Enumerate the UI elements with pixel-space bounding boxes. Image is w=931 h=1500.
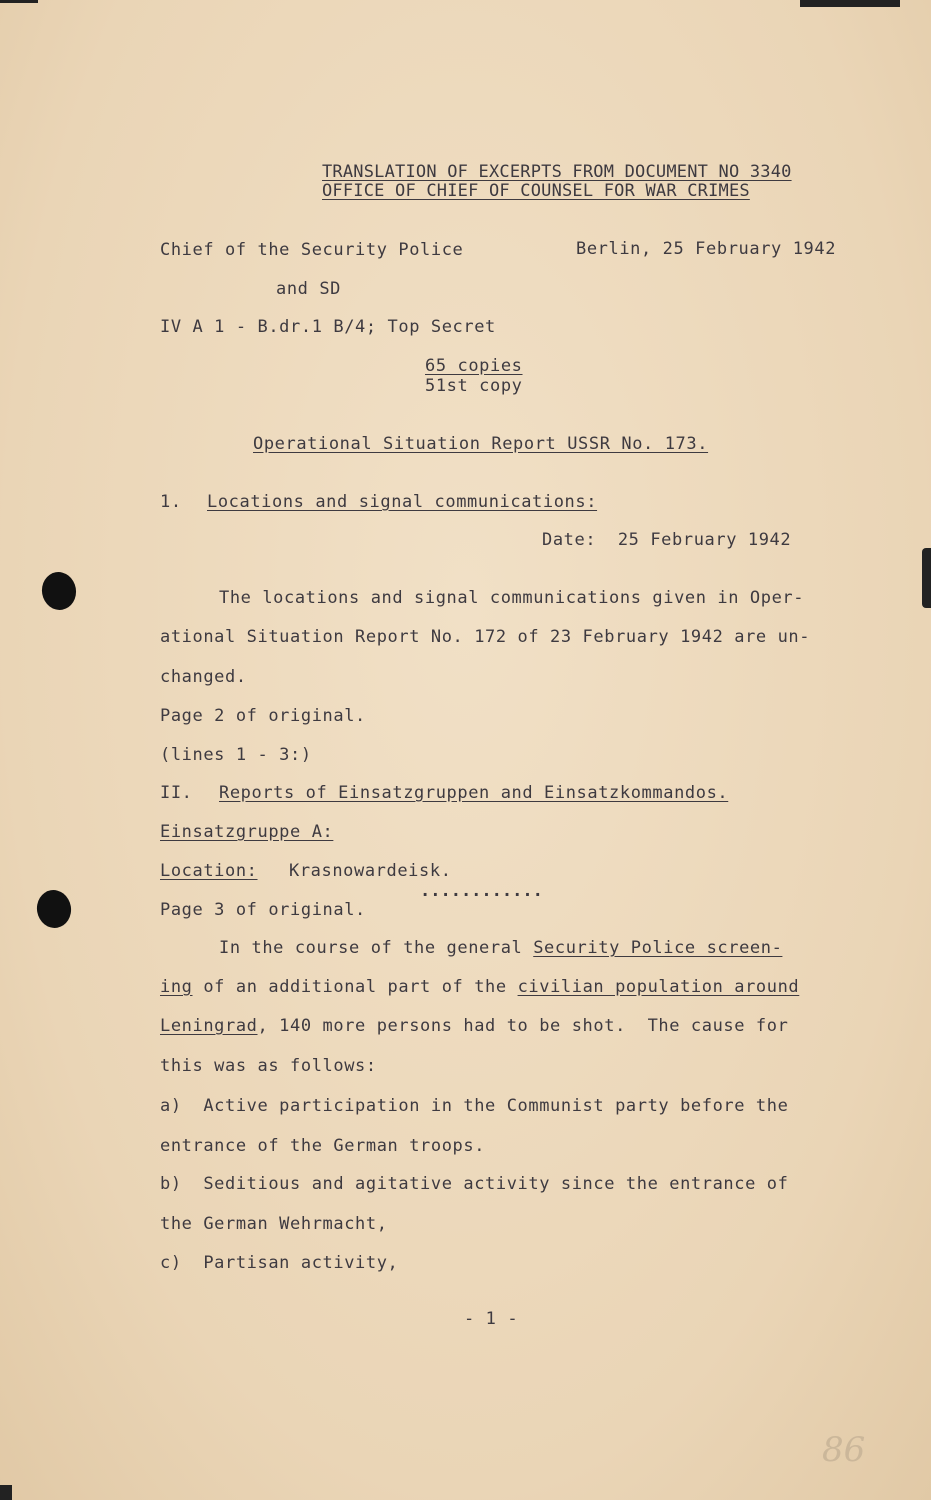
paragraph-line-1: [219, 937, 782, 959]
handwritten-number: 86: [822, 1430, 866, 1470]
section-1-para-line-3: changed.: [160, 667, 247, 687]
reference-line: IV A 1 - B.dr.1 B/4; Top Secret: [160, 317, 496, 337]
paragraph-line-4: this was as follows:: [160, 1056, 377, 1076]
section-1-date: Date: 25 February 1942: [542, 530, 792, 550]
sender-line-1: Chief of the Security Police: [160, 240, 464, 260]
location-value: Krasnowardeisk.: [289, 861, 452, 881]
bottom-left-edge-mark: [0, 1485, 12, 1500]
right-edge-mark: [922, 548, 931, 608]
date-line: Berlin, 25 February 1942: [576, 239, 837, 259]
section-2-number: II.: [160, 783, 193, 803]
report-title: Operational Situation Report USSR No. 173.: [253, 434, 709, 454]
paragraph-line-1-text: In the course of the general: [219, 938, 534, 958]
top-left-edge-mark: [0, 0, 38, 3]
leningrad-word: Leningrad: [160, 1016, 258, 1036]
section-1-para-line-1: The locations and signal communications given in Oper-: [219, 588, 805, 608]
security-police-screening-phrase: Security Police screen-: [533, 938, 783, 958]
section-1-lines-ref: (lines 1 - 3:): [160, 745, 312, 765]
paragraph-line-3-text: , 140 more persons had to be shot. The cause for: [257, 1016, 789, 1036]
paragraph-line-2-text: of an additional part of the: [192, 977, 518, 997]
header-line-1: TRANSLATION OF EXCERPTS FROM DOCUMENT NO 3340: [322, 162, 792, 182]
civilian-population-phrase: civilian population around: [517, 977, 800, 997]
copy-number: 51st copy: [425, 376, 523, 396]
punch-hole-top: [39, 569, 79, 612]
copies-count: 65 copies: [425, 356, 523, 376]
item-a-line-1: a) Active participation in the Communist party before the: [160, 1096, 789, 1116]
location-label: Location:: [160, 861, 258, 881]
item-a-line-2: entrance of the German troops.: [160, 1136, 486, 1156]
section-1-para-line-2: ational Situation Report No. 172 of 23 February 1942 are un-: [160, 627, 811, 647]
section-2-heading: Reports of Einsatzgruppen and Einsatzkommandos.: [219, 783, 729, 803]
section-1-number: 1.: [160, 492, 182, 512]
omission-dots: ............: [420, 881, 543, 901]
paragraph-line-3: [160, 1015, 788, 1037]
einsatzgruppe-label: Einsatzgruppe A:: [160, 822, 334, 842]
item-b-line-2: the German Wehrmacht,: [160, 1214, 388, 1234]
punch-hole-bottom: [34, 887, 74, 930]
sender-line-2: and SD: [276, 279, 342, 299]
header-line-2: OFFICE OF CHIEF OF COUNSEL FOR WAR CRIMES: [322, 181, 750, 201]
item-b-line-1: b) Seditious and agitative activity since the entrance of: [160, 1174, 789, 1194]
screening-phrase-end: ing: [160, 977, 193, 997]
top-right-edge-mark: [800, 0, 900, 7]
page-number: - 1 -: [464, 1309, 519, 1329]
section-1-heading: Locations and signal communications:: [207, 492, 598, 512]
section-2-page-ref: Page 3 of original.: [160, 900, 366, 920]
paragraph-line-2: [160, 976, 799, 998]
item-c-line-1: c) Partisan activity,: [160, 1253, 399, 1273]
section-1-page-ref: Page 2 of original.: [160, 706, 366, 726]
